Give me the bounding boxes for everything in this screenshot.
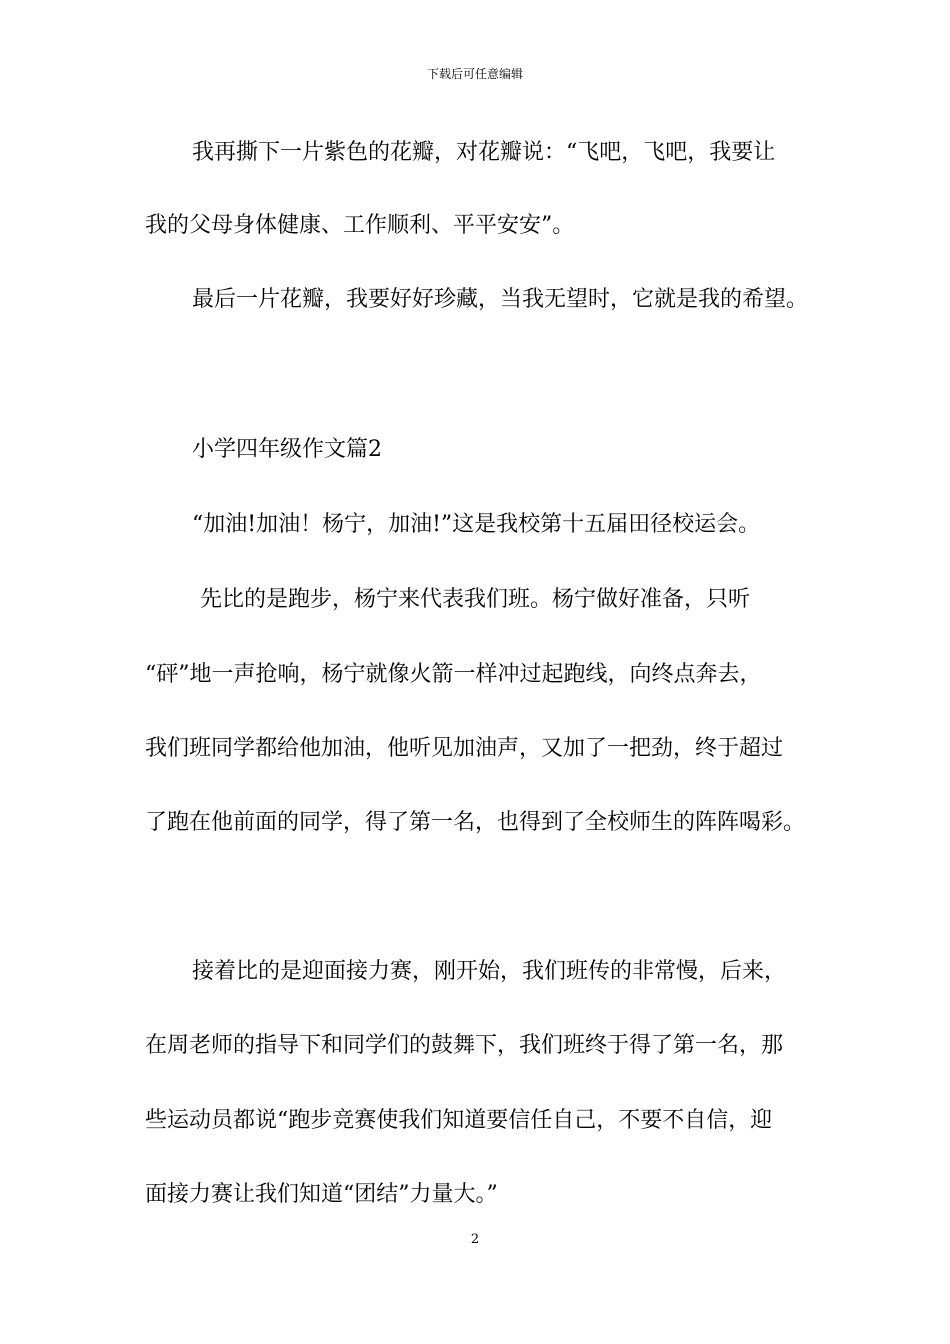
- paragraph-line: 在周老师的指导下和同学们的鼓舞下，我们班终于得了第一名，那: [145, 1033, 784, 1058]
- paragraph-line: 先比的是跑步，杨宁来代表我们班。杨宁做好准备，只听: [200, 587, 751, 612]
- paragraph-line: 些运动员都说“跑步竞赛使我们知道要信任自己，不要不自信，迎: [145, 1108, 773, 1133]
- paragraph-line: 面接力赛让我们知道“团结”力量大。”: [145, 1182, 498, 1207]
- paragraph-line: 接着比的是迎面接力赛，刚开始，我们班传的非常慢，后来，: [192, 959, 787, 984]
- section-heading: 小学四年级作文篇2: [192, 437, 382, 462]
- paragraph-line: 我的父母身体健康、工作顺利、平平安安”。: [145, 213, 575, 238]
- page-number: 2: [470, 1232, 480, 1247]
- paragraph-line: 我再撕下一片紫色的花瓣，对花瓣说：“飞吧，飞吧，我要让: [192, 140, 776, 165]
- paragraph-line: 我们班同学都给他加油，他听见加油声，又加了一把劲，终于超过: [145, 736, 784, 761]
- page-header: 下载后可任意编辑: [426, 67, 523, 81]
- paragraph-line: “加油!加油！杨宁，加油!”这是我校第十五届田径校运会。: [192, 512, 761, 537]
- paragraph-line: 了跑在他前面的同学，得了第一名，也得到了全校师生的阵阵喝彩。: [145, 810, 806, 835]
- paragraph-line: 最后一片花瓣，我要好好珍藏，当我无望时，它就是我的希望。: [192, 287, 809, 312]
- paragraph-line: “砰”地一声抢响，杨宁就像火箭一样冲过起跑线，向终点奔去，: [145, 662, 762, 687]
